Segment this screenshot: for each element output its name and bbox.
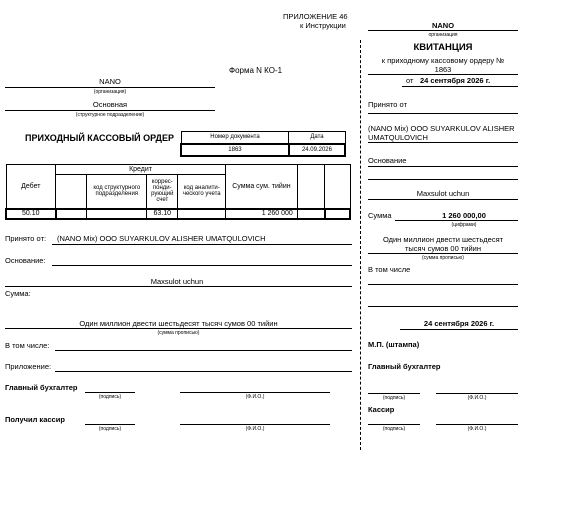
receipt-received-from-label: Принято от bbox=[368, 100, 408, 109]
received-from-value: (NANO Mix) OOO SUYARKULOV ALISHER UMATQULOVICH bbox=[57, 234, 266, 243]
receipt-including-label: В том числе bbox=[368, 265, 411, 274]
code-division-header: код структурного подразделения bbox=[87, 175, 147, 209]
receipt-date-line bbox=[402, 86, 518, 87]
org-caption: (организация) bbox=[93, 89, 127, 95]
receipt-basis-line-2 bbox=[368, 179, 518, 180]
doc-date-header: Дата bbox=[289, 132, 345, 144]
receipt-received-from-value-1: (NANO Mix) OOO SUYARKULOV ALISHER bbox=[368, 124, 515, 133]
chief-accountant-signature-line bbox=[85, 392, 135, 393]
receipt-date-bottom-line bbox=[400, 329, 518, 330]
receipt-chief-signature-line bbox=[368, 393, 420, 394]
receipt-chief-accountant: Главный бухгалтер bbox=[368, 362, 441, 371]
including-line bbox=[55, 350, 352, 351]
including-label: В том числе: bbox=[5, 341, 50, 350]
receipt-received-from-value-2: UMATQULOVICH bbox=[368, 133, 428, 142]
document-box bbox=[180, 131, 346, 157]
receipt-date: 24 сентября 2026 г. bbox=[420, 76, 491, 85]
receipt-org-line bbox=[368, 30, 518, 31]
receipt-received-line-1 bbox=[368, 113, 518, 114]
receipt-sum-words-1: Один миллион двести шестьдесят bbox=[382, 235, 504, 244]
receipt-basis-label: Основание bbox=[368, 156, 407, 165]
receipt-date-bottom: 24 сентября 2026 г. bbox=[423, 319, 495, 328]
corr-account-header: коррес- понди- рующий счет bbox=[147, 175, 178, 209]
receipt-sum-caption: (цифрами) bbox=[451, 222, 477, 228]
instruction-label: к Инструкции bbox=[300, 21, 346, 30]
sum-header: Сумма сум. тийин bbox=[226, 165, 298, 209]
receipt-chief-fio-caption: (Ф.И.О.) bbox=[467, 395, 487, 401]
doc-number-value: 1863 bbox=[181, 144, 289, 156]
form-number: Форма N КО-1 bbox=[229, 66, 283, 75]
row-corr-account: 63.10 bbox=[147, 209, 178, 219]
receipt-title: КВИТАНЦИЯ bbox=[413, 42, 473, 53]
row-empty-2 bbox=[325, 209, 350, 219]
receipt-including-line-2 bbox=[368, 306, 518, 307]
division-line bbox=[5, 110, 215, 111]
receipt-sum-label: Сумма bbox=[368, 211, 392, 220]
row-code-division bbox=[87, 209, 147, 219]
basis-line-2 bbox=[5, 286, 352, 287]
chief-accountant-fio-line bbox=[180, 392, 330, 393]
org-line bbox=[5, 87, 215, 88]
row-empty-1 bbox=[297, 209, 324, 219]
receipt-cashier: Кассир bbox=[368, 405, 395, 414]
sum-label: Сумма: bbox=[5, 289, 31, 298]
cashier-signature-caption: (подпись) bbox=[98, 426, 122, 432]
receipt-number: 1863 bbox=[434, 65, 452, 74]
basis-label: Основание: bbox=[5, 256, 46, 265]
receipt-sum-line bbox=[395, 220, 518, 221]
accounting-table bbox=[5, 164, 351, 220]
appendix-line bbox=[55, 371, 352, 372]
cashier-fio-line bbox=[180, 424, 330, 425]
cashier-signature-line bbox=[85, 424, 135, 425]
chief-accountant-label: Главный бухгалтер bbox=[5, 383, 78, 392]
receipt-chief-fio-line bbox=[436, 393, 518, 394]
empty-col-1 bbox=[297, 165, 324, 209]
receipt-received-line-2 bbox=[368, 142, 518, 143]
credit-header: Кредит bbox=[56, 165, 226, 175]
receipt-cashier-signature-caption: (подпись) bbox=[382, 426, 406, 432]
doc-date-value: 24.09.2026 bbox=[289, 144, 345, 156]
org-name: NANO bbox=[99, 77, 121, 86]
cashier-received-label: Получил кассир bbox=[5, 415, 65, 424]
receipt-stamp: М.П. (штампа) bbox=[368, 340, 420, 349]
receipt-number-line bbox=[368, 74, 518, 75]
receipt-sum-words-line bbox=[368, 253, 518, 254]
division-caption: (структурное подразделение) bbox=[75, 112, 145, 118]
credit-blank bbox=[56, 175, 87, 209]
row-credit-blank bbox=[56, 209, 87, 219]
receipt-sum-words-caption: (сумма прописью) bbox=[422, 255, 464, 261]
sum-words: Один миллион двести шестьдесят тысяч сумов 00 тийин bbox=[79, 319, 278, 328]
row-debit: 50.10 bbox=[6, 209, 56, 219]
receipt-sum-words-2: тысяч сумов 00 тийин bbox=[404, 244, 481, 253]
receipt-cashier-fio-line bbox=[436, 424, 518, 425]
analytic-code-header: код аналити- ческого учета bbox=[178, 175, 226, 209]
row-sum: 1 260 000 bbox=[226, 209, 298, 219]
row-analytic-code bbox=[178, 209, 226, 219]
receipt-org-name: NANO bbox=[431, 21, 455, 30]
receipt-cashier-signature-line bbox=[368, 424, 420, 425]
receipt-chief-signature-caption: (подпись) bbox=[382, 395, 406, 401]
receipt-date-prefix: от bbox=[406, 76, 414, 85]
receipt-basis-line-3 bbox=[368, 199, 518, 200]
basis-line-1 bbox=[52, 265, 352, 266]
receipt-org-caption: организация bbox=[428, 32, 458, 38]
sum-words-line bbox=[5, 328, 352, 329]
appendix-field-label: Приложение: bbox=[5, 362, 52, 371]
receipt-including-line-1 bbox=[368, 284, 518, 285]
received-from-line bbox=[52, 244, 352, 245]
order-title: ПРИХОДНЫЙ КАССОВЫЙ ОРДЕР bbox=[25, 133, 174, 143]
chief-fio-caption: (Ф.И.О.) bbox=[245, 394, 265, 400]
appendix-label: ПРИЛОЖЕНИЕ 46 bbox=[283, 12, 348, 21]
empty-col-2 bbox=[325, 165, 350, 209]
doc-number-header: Номер документа bbox=[181, 132, 289, 144]
division-name: Основная bbox=[92, 100, 128, 109]
debit-header: Дебет bbox=[6, 165, 56, 209]
receipt-cashier-fio-caption: (Ф.И.О.) bbox=[467, 426, 487, 432]
basis-value: Maxsulot uchun bbox=[150, 277, 204, 286]
sum-words-caption: (сумма прописью) bbox=[157, 330, 200, 336]
receipt-subtitle: к приходному кассовому ордеру № bbox=[381, 56, 505, 65]
chief-signature-caption: (подпись) bbox=[98, 394, 122, 400]
receipt-sum-value: 1 260 000,00 bbox=[442, 211, 486, 220]
receipt-basis-value: Maxsulot uchun bbox=[416, 189, 470, 198]
received-from-label: Принято от: bbox=[5, 234, 47, 243]
receipt-basis-line-1 bbox=[368, 166, 518, 167]
cashier-fio-caption: (Ф.И.О.) bbox=[245, 426, 265, 432]
